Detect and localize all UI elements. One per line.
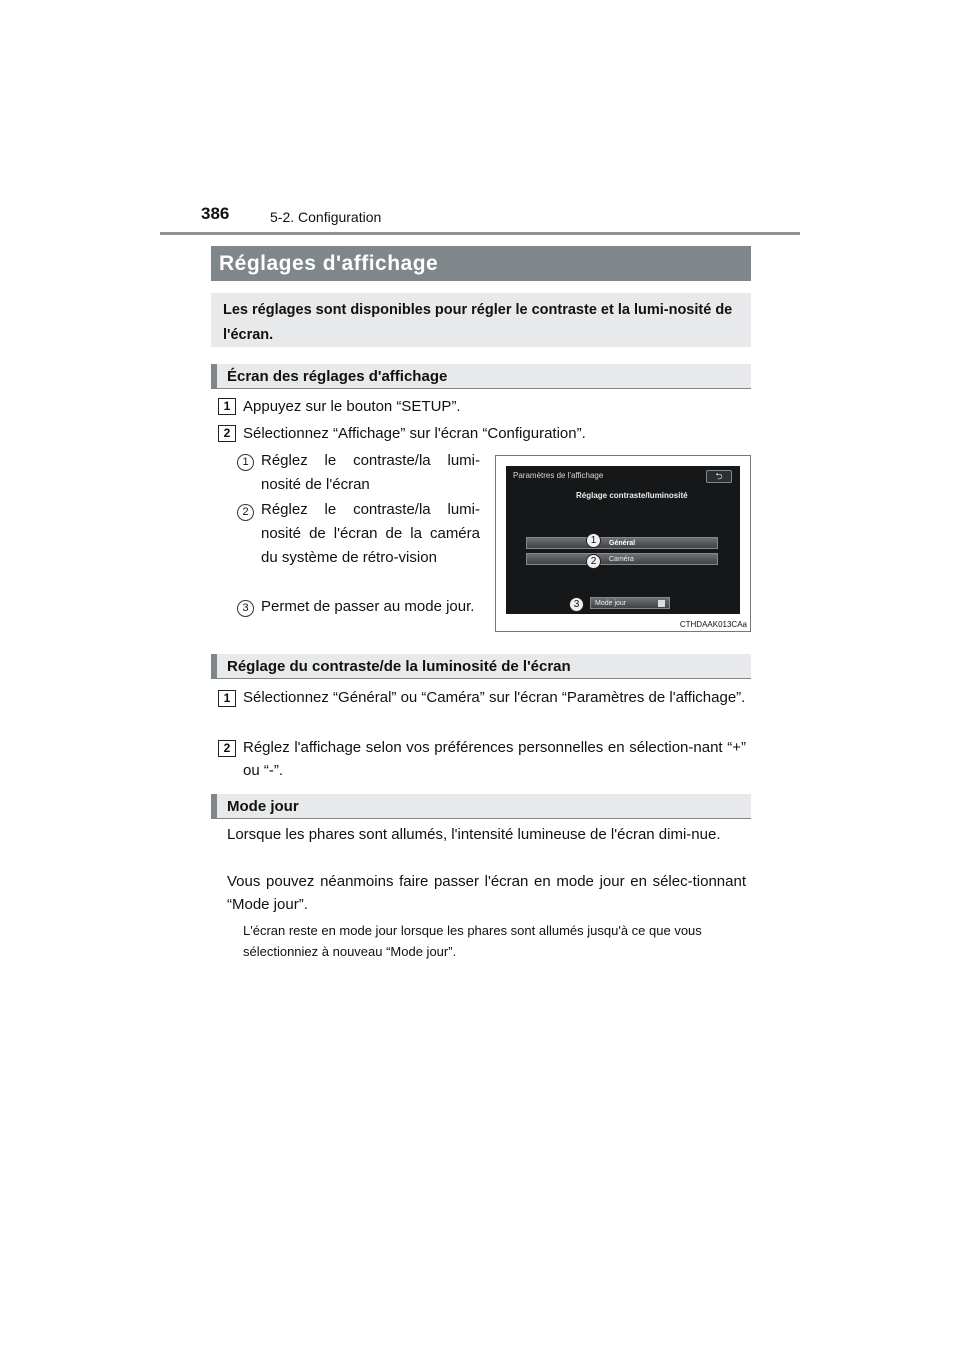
general-button [526,537,718,549]
section-heading-day-mode: Mode jour [211,794,751,819]
note-text: L'écran reste en mode jour lorsque les phares sont allumés jusqu'à ce que vous sélectionniez à nouveau “Mode jour”. [243,923,702,959]
panel-title: Réglage contraste/luminosité [576,491,688,500]
camera-button [526,553,718,565]
callout-2: 2 [586,554,601,569]
item-number: 1 [237,454,254,471]
screen-illustration [495,455,751,632]
section-heading-contrast: Réglage du contraste/de la luminosité de l'écran [211,654,751,679]
page-title: Réglages d'affichage [211,246,751,281]
paragraph: Vous pouvez néanmoins faire passer l'écran en mode jour en sélec-tionnant “Mode jour”. [227,873,746,913]
section-reference: 5-2. Configuration [270,209,382,225]
step-number: 1 [218,398,236,415]
display-screen [506,466,740,614]
camera-button-label: Caméra [609,556,634,563]
item-text: Réglez le contraste/la lumi-nosité de l'écran [261,452,480,493]
checkbox-icon [658,600,665,607]
callout-3: 3 [569,597,584,612]
header-rule [160,232,800,235]
screen-title: Paramètres de l'affichage [513,471,604,480]
callout-1: 1 [586,533,601,548]
item-text: Permet de passer au mode jour. [261,598,475,615]
item-number: 2 [237,504,254,521]
item-text: Réglez le contraste/la lumi-nosité de l'écran de la caméra du système de rétro-vision [261,501,480,566]
step-number: 1 [218,690,236,707]
step-text: Réglez l'affichage selon vos préférences personnelles en sélection-nant “+” ou “-”. [243,739,746,779]
step-text: Sélectionnez “Affichage” sur l'écran “Configuration”. [243,425,586,442]
day-mode-button-label: Mode jour [595,600,627,607]
section-heading-display-screen: Écran des réglages d'affichage [211,364,751,389]
page-number: 386 [201,204,230,223]
item-number: 3 [237,600,254,617]
back-icon: ⮌ [706,470,732,483]
step-text: Sélectionnez “Général” ou “Caméra” sur l'écran “Paramètres de l'affichage”. [243,689,746,706]
day-mode-button [590,597,670,609]
step-number: 2 [218,425,236,442]
step-number: 2 [218,740,236,757]
intro-box [211,293,751,347]
intro-text: Les réglages sont disponibles pour régler le contraste et la lumi-nosité de l'écran. [223,302,733,343]
step-text: Appuyez sur le bouton “SETUP”. [243,398,461,415]
general-button-label: Général [609,540,636,547]
figure-code: CTHDAAK013CAa [679,620,747,629]
paragraph: Lorsque les phares sont allumés, l'intensité lumineuse de l'écran dimi-nue. [227,826,721,843]
